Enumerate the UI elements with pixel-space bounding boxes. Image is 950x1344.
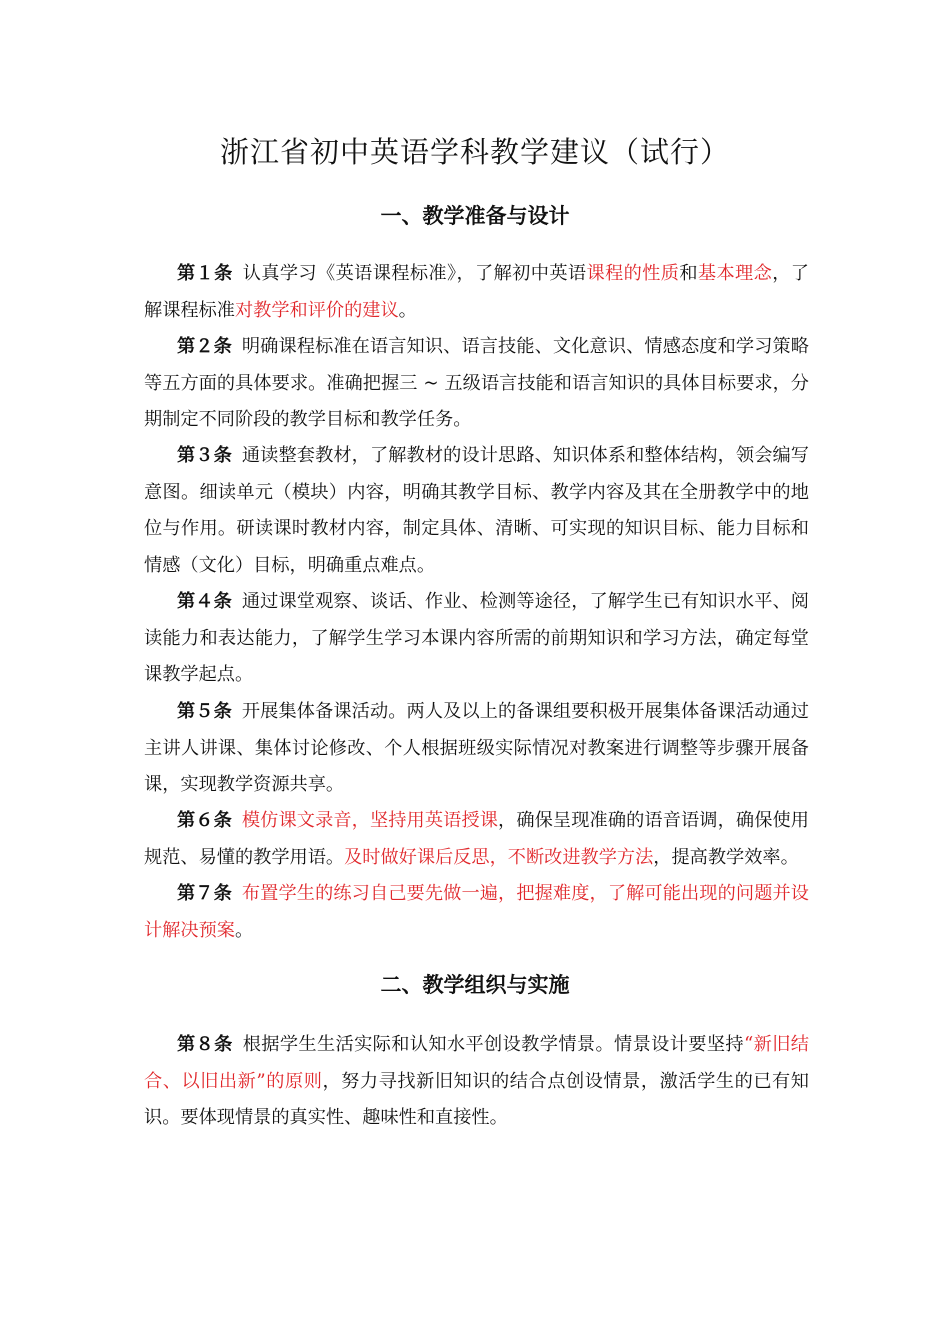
- highlighted-text: 模仿课文录音，坚持用英语授课: [241, 810, 499, 831]
- highlighted-text: 基本理念: [697, 263, 773, 284]
- article-text: 根据学生生活实际和认知水平创设教学情景。情景设计要坚持: [242, 1034, 744, 1055]
- highlighted-text: 对教学和评价的建议: [234, 299, 399, 321]
- article-text: 和: [679, 263, 698, 284]
- article-number: 第６条: [177, 810, 232, 831]
- article-text: 明确课程标准在语言知识、语言技能、文化意识、情感态度和学习策略等五方面的具体要求。准确把握三 ~ 五级语言技能和语言知识的具体目标要求，分期制定不同阶段的教学目标和教学任务。: [144, 336, 809, 430]
- article-7: [144, 876, 809, 949]
- article-4: [144, 584, 809, 694]
- article-text: 。: [398, 299, 417, 321]
- article-text: ，提高教学效率。: [653, 846, 799, 868]
- article-text: 开展集体备课活动。两人及以上的备课组要积极开展集体备课活动通过主讲人讲课、集体讨论修改、个人根据班级实际情况对教案进行调整等步骤开展备课，实现教学资源共享。: [144, 701, 809, 795]
- section-heading-1: 一、教学准备与设计: [380, 203, 570, 228]
- article-text: 。: [234, 919, 254, 941]
- article-text: 通读整套教材，了解教材的设计思路、知识体系和整体结构，领会编写意图。细读单元（模块）内容，明确其教学目标、教学内容及其在全册教学中的地位与作用。研读课时教材内容，制定具体、清晰、可实现的知识目标、能力目标和情感（文化）目标，明确重点难点。: [144, 445, 809, 576]
- section-heading-2: 二、教学组织与实施: [380, 972, 570, 997]
- article-number: 第５条: [177, 701, 232, 722]
- article-number: 第３条: [177, 445, 232, 466]
- article-text: ，努力寻找新旧知识的结合点创设情景，激活学生的已有知识。要体现情景的真实性、趣味性和直接性。: [144, 1070, 809, 1128]
- highlighted-text: 布置学生的练习自己要先做一遍，把握难度，了解可能出现的问题并设计解决预案: [144, 883, 809, 941]
- highlighted-text: 及时做好课后反思，不断改进教学方法: [344, 846, 654, 868]
- article-3: [144, 438, 809, 584]
- article-text: 认真学习《英语课程标准》，了解初中英语: [242, 263, 587, 284]
- article-number: 第７条: [177, 883, 232, 904]
- highlighted-text: “新旧结合、以旧出新”的原则: [144, 1034, 809, 1092]
- article-text: ，了解课程标准: [144, 263, 809, 321]
- article-text: 通过课堂观察、谈话、作业、检测等途径，了解学生已有知识水平、阅读能力和表达能力，了解学生学习本课内容所需的前期知识和学习方法，确定每堂课教学起点。: [144, 591, 809, 685]
- article-8: [144, 1027, 809, 1137]
- article-1: [144, 256, 809, 329]
- article-number: 第４条: [177, 591, 232, 612]
- document-title: 浙江省初中英语学科教学建议（试行）: [219, 135, 730, 169]
- article-5: [144, 694, 809, 804]
- article-2: [144, 329, 809, 439]
- article-number: 第８条: [177, 1034, 233, 1055]
- highlighted-text: 课程的性质: [586, 263, 680, 284]
- article-text: ，确保呈现准确的语音语调，确保使用规范、易懂的教学用语。: [144, 810, 809, 868]
- article-number: 第２条: [177, 336, 232, 357]
- article-number: 第１条: [177, 263, 233, 284]
- article-6: [144, 803, 809, 876]
